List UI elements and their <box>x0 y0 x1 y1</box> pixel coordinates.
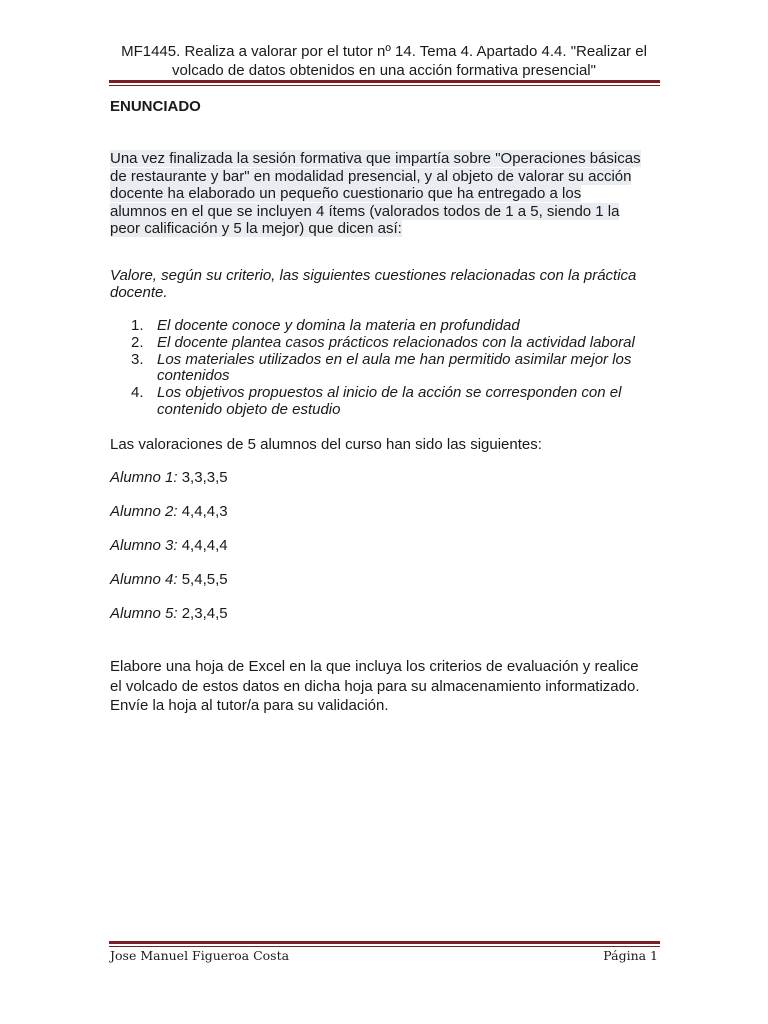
list-item: 4. Los objetivos propuestos al inicio de la acción se corresponden con el contenido objeto de estudio <box>131 384 622 418</box>
header-rule <box>109 80 660 86</box>
closing-line: el volcado de estos datos en dicha hoja para su almacenamiento informatizado. <box>110 677 640 695</box>
intro-line: peor calificación y 5 la mejor) que dicen así: <box>110 220 402 237</box>
questionnaire-items <box>110 318 665 419</box>
student-rating: Alumno 3: 4,4,4,4 <box>110 537 228 554</box>
header-title <box>100 42 668 80</box>
closing-paragraph <box>110 657 670 716</box>
list-item: 2. El docente plantea casos prácticos relacionados con la actividad laboral <box>131 333 635 351</box>
footer-page-number: Página 1 <box>603 948 658 963</box>
page-footer <box>110 948 658 963</box>
instruction-text: Valore, según su criterio, las siguientes cuestiones relacionadas con la práctica docente. <box>110 267 637 301</box>
footer-author: Jose Manuel Figueroa Costa <box>110 948 290 963</box>
intro-line: docente ha elaborado un pequeño cuestionario que ha entregado a los <box>110 185 582 202</box>
intro-line: de restaurante y bar" en modalidad presencial, y al objeto de valorar su acción <box>110 167 632 185</box>
student-rating: Alumno 1: 3,3,3,5 <box>110 469 228 486</box>
list-item: 3. Los materiales utilizados en el aula me han permitido asimilar mejor los contenidos <box>131 350 632 385</box>
footer-rule <box>109 941 660 947</box>
ratings-intro: Las valoraciones de 5 alumnos del curso han sido las siguientes: <box>110 436 542 453</box>
student-rating: Alumno 4: 5,4,5,5 <box>110 571 228 588</box>
header-line-1: MF1445. Realiza a valorar por el tutor nº 14. Tema 4. Apartado 4.4. "Realizar el <box>121 43 647 60</box>
section-heading: ENUNCIADO <box>110 98 201 115</box>
intro-paragraph <box>110 150 665 238</box>
intro-line: Una vez finalizada la sesión formativa que impartía sobre "Operaciones básicas <box>110 150 641 167</box>
student-rating: Alumno 5: 2,3,4,5 <box>110 605 228 622</box>
list-item: 1. El docente conoce y domina la materia en profundidad <box>131 317 520 334</box>
closing-line: Envíe la hoja al tutor/a para su validación. <box>110 697 389 714</box>
student-rating: Alumno 2: 4,4,4,3 <box>110 503 228 520</box>
closing-line: Elabore una hoja de Excel en la que incluya los criterios de evaluación y realice <box>110 658 639 675</box>
intro-line: alumnos en el que se incluyen 4 ítems (valorados todos de 1 a 5, siendo 1 la <box>110 202 620 220</box>
header-line-2: volcado de datos obtenidos en una acción formativa presencial" <box>172 62 596 79</box>
